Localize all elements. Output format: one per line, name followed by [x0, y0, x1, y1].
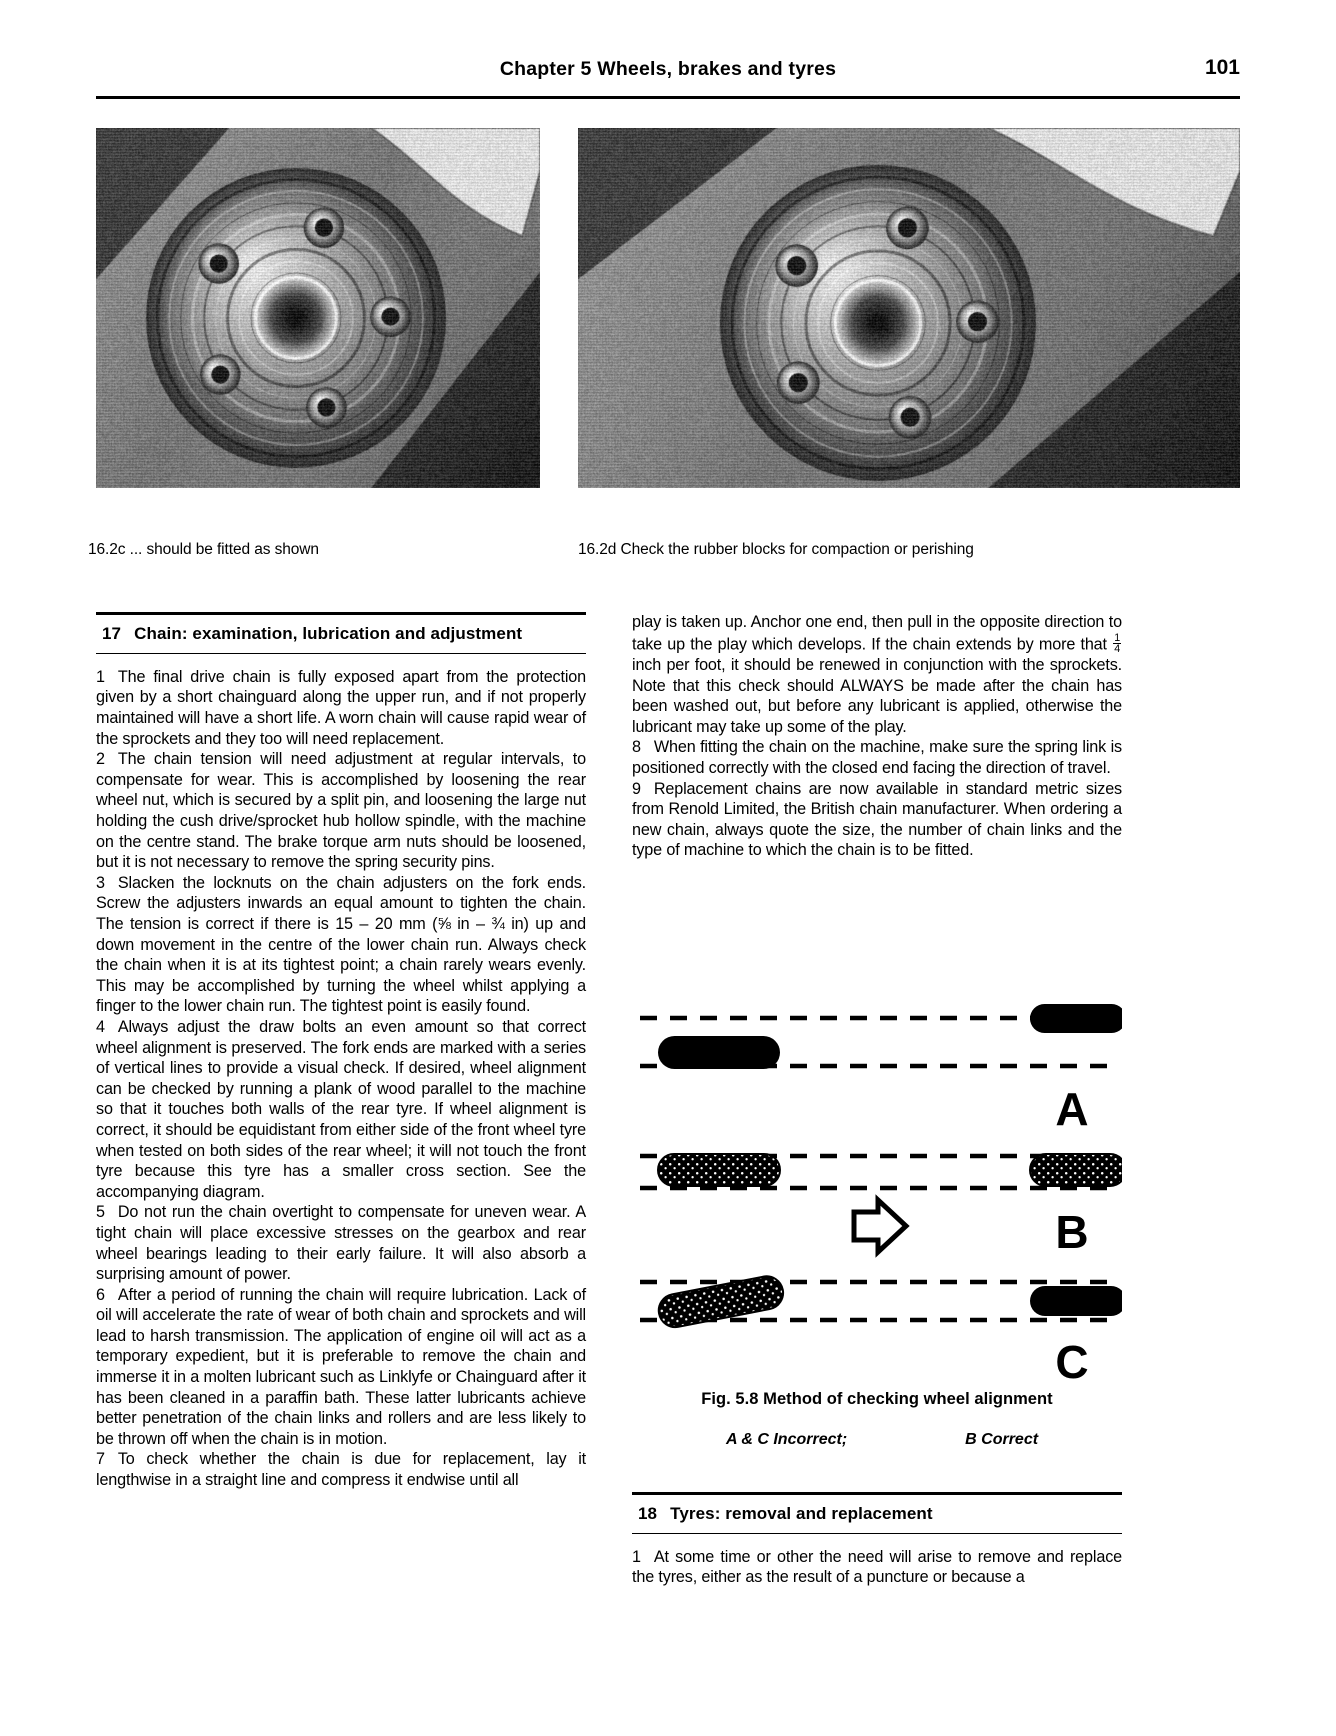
label-a: A [1055, 1083, 1089, 1135]
paragraph-text: To check whether the chain is due for replacement, lay it lengthwise in a straight line and compress it endwise until all [96, 1450, 586, 1490]
paragraph-text: Always adjust the draw bolts an even amount so that correct wheel alignment is preserved. The fork ends are marked with a series of vertical lines to provide a visual check. If desired, wheel alignment can be checked by running a plank of wood parallel to the machine so that it touches both walls of the rear tyre. If wheel alignment is correct, it should be equidistant from either side of the front wheel tyre when tested on both sides of the rear wheel; it will not touch the front tyre because this tyre has a smaller cross section. See the accompanying diagram. [96, 1017, 586, 1201]
legend-correct: B Correct [965, 1431, 1039, 1448]
rear-wheel-b [1030, 1154, 1122, 1186]
paragraph-text: After a period of running the chain will require lubrication. Lack of oil will accelerate the rate of wear of both chain and sprockets and will lead to harsh transmission. The application of engine oil will act as a temporary expedient, but it is preferable to remove the chain and immerse it in a molten lubricant such as Linklyfe or Chainguard after it has been cleaned in a paraffin bath. These latter lubricants achieve better penetration of the chain links and rollers and are less likely to be thrown off when the chain is in motion. [96, 1285, 586, 1448]
paragraph-number: 2 [96, 750, 105, 769]
page-number: 101 [1204, 56, 1240, 79]
right-column [632, 612, 1122, 861]
figure-legend [632, 1431, 1122, 1449]
section-18-number: 18 [638, 1503, 658, 1523]
paragraph [96, 1449, 586, 1490]
photo-16-2c [96, 128, 540, 488]
figure-5-8 [632, 1000, 1122, 1449]
caption-16-2d: 16.2d Check the rubber blocks for compaction or perishing [578, 541, 974, 558]
paragraph-text: Slacken the locknuts on the chain adjusters on the fork ends. Screw the adjusters inwards an equal amount to tighten the chain. The tension is correct if there is 15 – 20 mm (⅝ in – ¾ in) up and down movement in the centre of the lower chain run. Always check the chain when it is at its tightest point; a chain rarely wears evenly. This may be accomplished by turning the wheel whilst applying a finger to the lower chain run. The tightest point is easily found. [96, 873, 586, 1016]
fraction-denominator: 4 [1114, 643, 1120, 656]
paragraph-number: 4 [96, 1017, 105, 1036]
paragraph [96, 749, 586, 873]
rear-wheel-a [1030, 1004, 1122, 1033]
page-title: Chapter 5 Wheels, brakes and tyres [499, 58, 837, 80]
section-17-number: 17 [102, 623, 122, 643]
front-wheel-b [658, 1154, 780, 1186]
paragraph-number: 5 [96, 1203, 105, 1222]
section-18-title: Tyres: removal and replacement [670, 1503, 933, 1523]
alignment-case-b [640, 1154, 1122, 1258]
paragraph-text: Do not run the chain overtight to compensate for uneven wear. A tight chain will place excessive stresses on the gearbox and rear wheel bearings leading to their early failure. It will also absorb a surprising amount of power. [96, 1203, 586, 1284]
header-rule [96, 96, 1240, 99]
wheel-alignment-diagram [632, 1000, 1122, 1380]
paragraph [632, 1547, 1122, 1588]
legend-incorrect: A & C Incorrect; [725, 1431, 848, 1448]
paragraph-number: 8 [632, 738, 641, 757]
paragraph-text: The chain tension will need adjustment at regular intervals, to compensate for wear. This is accomplished by loosening the rear wheel nut, which is secured by a split pin, and loosening the large nut holding the cush drive/sprocket hub hollow spindle, with the machine on the centre stand. The brake torque arm nuts should be loosened, but it is not necessary to remove the spring security pins. [96, 750, 586, 872]
paragraph-number: 3 [96, 873, 105, 892]
paragraph-text: At some time or other the need will arise to remove and replace the tyres, either as the result of a puncture or because a [632, 1547, 1122, 1587]
label-c: C [1055, 1336, 1089, 1380]
figure-caption: Fig. 5.8 Method of checking wheel alignment [701, 1390, 1053, 1408]
section-18-block [632, 1492, 1122, 1588]
section-17-heading [96, 615, 586, 653]
paragraph-text: The final drive chain is fully exposed apart from the protection given by a short chainguard along the upper run, and if not properly maintained will have a short life. A worn chain will cause rapid wear of the sprockets and they too will need replacement. [96, 667, 586, 748]
paragraph-text: Replacement chains are now available in standard metric sizes from Renold Limited, the British chain manufacturer. When ordering a new chain, always quote the size, the number of chain links and the type of machine to which the chain is to be fitted. [632, 779, 1122, 860]
direction-arrow-icon [854, 1200, 906, 1252]
paragraph [96, 873, 586, 1017]
paragraph [96, 1202, 586, 1284]
paragraph-number: 9 [632, 779, 641, 798]
left-column [96, 612, 586, 1491]
rear-wheel-c [1030, 1286, 1122, 1316]
photo-16-2d [578, 128, 1240, 488]
section-18-heading [632, 1495, 1122, 1533]
paragraph-number: 1 [96, 667, 105, 686]
paragraph-number: 6 [96, 1285, 105, 1304]
running-head [96, 58, 1240, 92]
paragraph-text: When fitting the chain on the machine, make sure the spring link is positioned correctly with the closed end facing the direction of travel. [632, 738, 1122, 777]
paragraph-number: 7 [96, 1450, 105, 1469]
paragraph [96, 667, 586, 749]
label-b: B [1055, 1206, 1089, 1258]
alignment-case-a [640, 1004, 1122, 1135]
paragraph-number: 1 [632, 1547, 641, 1566]
paragraph [96, 1285, 586, 1450]
paragraph [96, 1017, 586, 1202]
paragraph [632, 737, 1122, 778]
fraction-numerator: 1 [1114, 631, 1120, 644]
section-17-title: Chain: examination, lubrication and adjustment [134, 623, 523, 643]
caption-16-2c: 16.2c ... should be fitted as shown [88, 541, 319, 558]
continuation-text-before: play is taken up. Anchor one end, then pull in the opposite direction to take up the play which develops. If the chain extends by more that [632, 613, 1122, 653]
paragraph-continuation [632, 612, 1122, 737]
paragraph [632, 779, 1122, 861]
fraction-one-quarter [1113, 633, 1121, 655]
alignment-case-c [640, 1273, 1122, 1380]
front-wheel-a [658, 1036, 780, 1069]
continuation-text-after: inch per foot, it should be renewed in conjunction with the sprockets. Note that this check should ALWAYS be made after the chain has been washed out, but before any lubricant is applied, otherwise the lubricant may take up some of the play. [632, 655, 1122, 736]
